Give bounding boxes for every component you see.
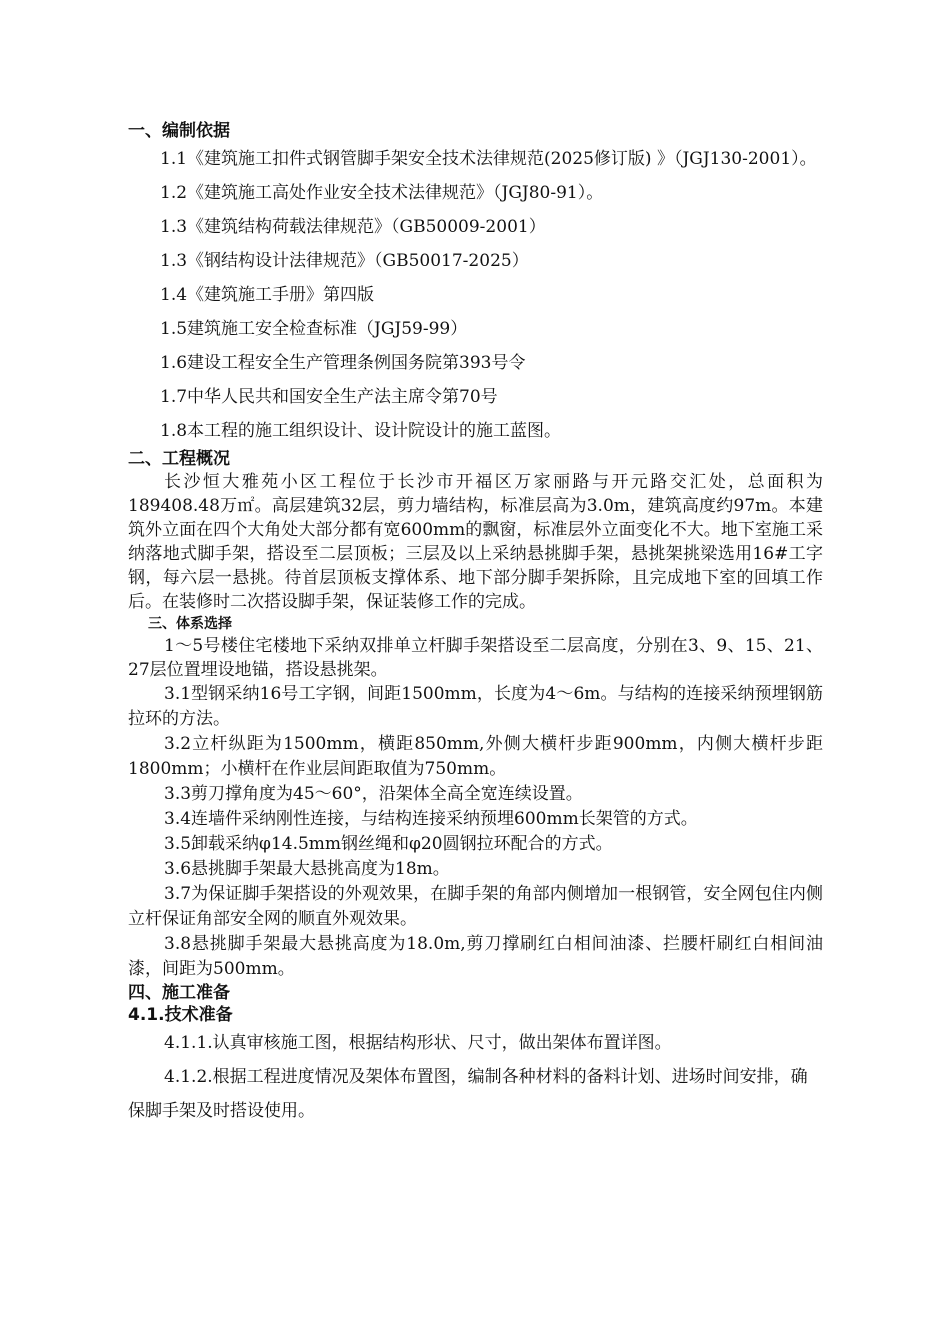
system-intro-paragraph: 1～5号楼住宅楼地下采纳双排单立杆脚手架搭设至二层高度，分别在3、9、15、21、27层位置埋设地锚，搭设悬挑架。 (128, 636, 823, 680)
system-item: 3.3剪刀撑角度为45～60°，沿架体全高全宽连续设置。 (164, 784, 583, 804)
reference-item: 1.4《建筑施工手册》第四版 (160, 285, 375, 305)
reference-item: 1.3《建筑结构荷载法律规范》（GB50009-2001） (160, 217, 546, 237)
system-item: 3.8悬挑脚手架最大悬挑高度为18.0m,剪刀撑刷红白相间油漆、拦腰杆刷红白相间油漆，间距为500mm。 (128, 934, 823, 979)
preparation-item: 4.1.2.根据工程进度情况及架体布置图，编制各种材料的备料计划、进场时间安排，确保脚手架及时搭设使用。 (128, 1067, 808, 1121)
reference-item: 1.1《建筑施工扣件式钢管脚手架安全技术法律规范(2025修订版) 》（JGJ130-2001）。 (160, 149, 817, 169)
preparation-item: 4.1.1.认真审核施工图，根据结构形状、尺寸，做出架体布置详图。 (164, 1033, 672, 1053)
system-item: 3.1型钢采纳16号工字钢，间距1500mm，长度为4～6m。与结构的连接采纳预埋钢筋拉环的方法。 (128, 684, 823, 729)
subsection-4-1-heading: 4.1.技术准备 (128, 1005, 233, 1025)
system-item: 3.7为保证脚手架搭设的外观效果，在脚手架的角部内侧增加一根钢管，安全网包住内侧立杆保证角部安全网的顺直外观效果。 (128, 884, 823, 929)
reference-item: 1.6建设工程安全生产管理条例国务院第393号令 (160, 353, 526, 373)
reference-item: 1.5建筑施工安全检查标准（JGJ59-99） (160, 319, 468, 339)
reference-item: 1.8本工程的施工组织设计、设计院设计的施工蓝图。 (160, 421, 562, 441)
section-2-heading: 二、工程概况 (128, 449, 230, 469)
section-1-heading: 一、编制依据 (128, 121, 230, 141)
system-item: 3.4连墙件采纳刚性连接，与结构连接采纳预埋600mm长架管的方式。 (164, 809, 698, 829)
project-overview-paragraph: 长沙恒大雅苑小区工程位于长沙市开福区万家丽路与开元路交汇处，总面积为189408.48万㎡。高层建筑32层，剪力墙结构，标准层高为3.0m，建筑高度约97m。本建筑外立面在四个大角处大部分都有宽600mm的飘窗，标准层外立面变化不大。地下室施工采纳落地式脚手架，搭设至二层顶板；三层及以上采纳悬挑脚手架，悬挑架挑梁选用16#工字钢，每六层一悬挑。待首层顶板支撑体系、地下部分脚手架拆除，且完成地下室的回填工作后。在装修时二次搭设脚手架，保证装修工作的完成。 (128, 472, 823, 612)
reference-item: 1.7中华人民共和国安全生产法主席令第70号 (160, 387, 498, 407)
section-4-heading: 四、施工准备 (128, 983, 230, 1003)
document-body (128, 120, 823, 1128)
reference-item: 1.2《建筑施工高处作业安全技术法律规范》（JGJ80-91）。 (160, 183, 604, 203)
section-3-heading: 三、体系选择 (148, 616, 232, 632)
system-item: 3.6悬挑脚手架最大悬挑高度为18m。 (164, 859, 450, 879)
system-item: 3.2立杆纵距为1500mm，横距850mm,外侧大横杆步距900mm，内侧大横杆步距1800mm；小横杆在作业层间距取值为750mm。 (128, 734, 823, 779)
system-item: 3.5卸载采纳φ14.5mm钢丝绳和φ20圆钢拉环配合的方式。 (164, 834, 613, 854)
reference-item: 1.3《钢结构设计法律规范》（GB50017-2025） (160, 251, 529, 271)
